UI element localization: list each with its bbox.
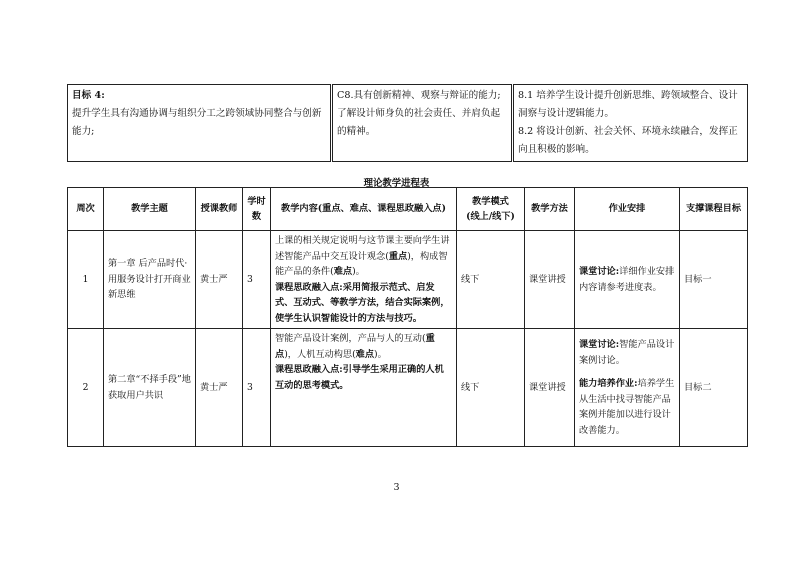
header-content: 教学内容(重点、难点、课程思政融入点) [271, 188, 457, 231]
content-plain: 上课的相关规定说明与这节课主要向学生讲述智能产品中交互设计观念( [275, 235, 450, 262]
goal-table [67, 84, 748, 162]
header-mode [457, 188, 525, 231]
week-cell: 2 [68, 329, 104, 447]
goal-cell: 目标二 [680, 329, 748, 447]
competency-cell [332, 85, 513, 162]
mode-cell: 线下 [457, 231, 525, 329]
competency-text: C8.具有创新精神、观察与辩证的能力;了解设计师身负的社会责任、并肩负起的精神。 [337, 90, 501, 137]
content-end: )。 [374, 348, 387, 360]
header-hours: 学时数 [243, 188, 271, 231]
homework-ability-label: 能力培养作业: [579, 378, 638, 389]
homework-ability [579, 376, 675, 438]
content-ideology: 课程思政融入点:采用简报示范式、启发式、互动式、等教学方法，结合实际案例，使学生认识智能设计的方法与技巧。 [275, 281, 450, 324]
content-cell [271, 329, 457, 447]
table-caption: 理论教学进程表 [363, 178, 430, 189]
homework-ability-text: 培养学生从生活中找寻智能产品案例并能加以进行设计改善能力。 [579, 378, 675, 436]
page-number: 3 [393, 482, 400, 493]
homework-text: 智能产品设计案例讨论。 [579, 339, 675, 366]
header-row [68, 188, 748, 231]
header-goal: 支撑课程目标 [680, 188, 748, 231]
indicator-1: 8.1 培养学生设计提升创新思维、跨领域整合、设计洞察与设计逻辑能力。 [518, 90, 738, 119]
method-cell: 课堂讲授 [525, 329, 575, 447]
homework-label: 课堂讨论: [579, 266, 620, 277]
theme-cell: 第二章“不择手段”地获取用户共识 [104, 329, 196, 447]
homework-label: 课堂讨论: [579, 339, 620, 350]
goal-row [68, 85, 748, 162]
mode-cell: 线下 [457, 329, 525, 447]
header-mode-line2: (线上/线下) [466, 211, 515, 222]
homework-cell [575, 231, 680, 329]
teacher-cell: 黄士严 [196, 329, 243, 447]
header-homework: 作业安排 [575, 188, 680, 231]
content-cell [271, 231, 457, 329]
week-cell: 1 [68, 231, 104, 329]
header-theme: 教学主题 [104, 188, 196, 231]
goal-text: 提升学生具有沟通协调与组织分工之跨领域协同整合与创新能力; [72, 108, 322, 137]
indicator-2: 8.2 将设计创新、社会关怀、环境永续融合，发挥正向且积极的影响。 [518, 126, 738, 155]
homework-text: 详细作业安排内容请参考进度表。 [579, 266, 675, 293]
content-difficulty: 难点 [333, 266, 353, 277]
goal-title: 目标 4: [72, 90, 105, 101]
content-end: )。 [352, 266, 365, 277]
indicator-cell [513, 85, 748, 162]
goal-cell [68, 85, 332, 162]
hours-cell: 3 [243, 231, 271, 329]
hours-cell: 3 [243, 329, 271, 447]
method-cell: 课堂讲授 [525, 231, 575, 329]
content-mid: )，人机互动构思( [284, 348, 356, 360]
table-row [68, 231, 748, 329]
table-row [68, 329, 748, 447]
homework-cell [575, 329, 680, 447]
header-week: 周次 [68, 188, 104, 231]
content-key-point: 重点 [275, 333, 435, 360]
content-key-point: 重点 [388, 250, 408, 262]
theme-cell: 第一章 后产品时代·用服务设计打开商业新思维 [104, 231, 196, 329]
content-ideology: 课程思政融入点:引导学生采用正确的人机互动的思考模式。 [275, 364, 444, 391]
content-plain: 智能产品设计案例，产品与人的互动( [275, 333, 426, 344]
header-mode-line1: 教学模式 [472, 195, 509, 207]
header-teacher: 授课教师 [196, 188, 243, 231]
goal-cell: 目标一 [680, 231, 748, 329]
schedule-table [67, 187, 748, 447]
teacher-cell: 黄士严 [196, 231, 243, 329]
content-mid: )，构成智能产品的条件( [275, 250, 448, 277]
header-method: 教学方法 [525, 188, 575, 231]
content-difficulty: 难点 [355, 348, 375, 360]
